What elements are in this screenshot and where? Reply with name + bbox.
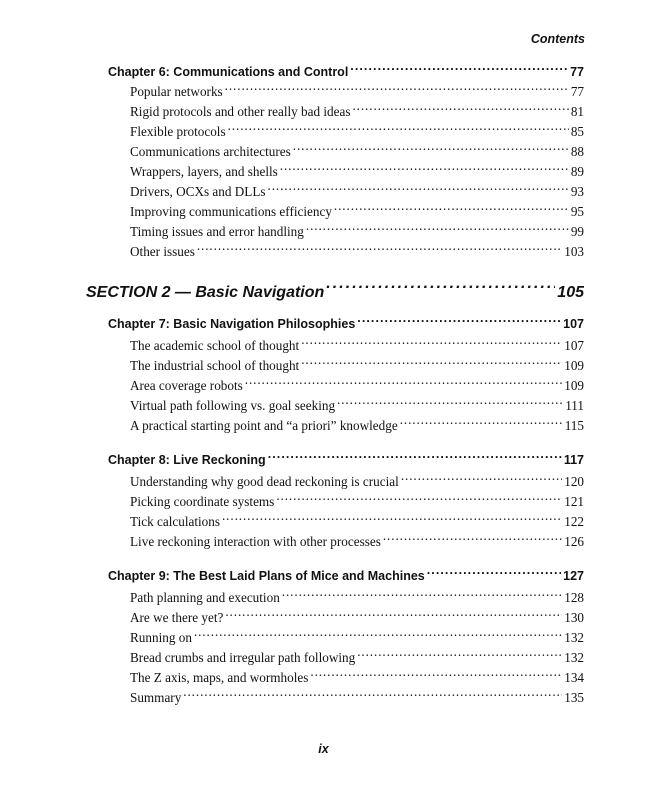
- chapter-title: Chapter 6: Communications and Control: [108, 65, 349, 79]
- dot-leader: [222, 513, 562, 526]
- toc-item[interactable]: [130, 512, 584, 532]
- toc-item[interactable]: [130, 688, 584, 708]
- page-number: 88: [570, 144, 584, 159]
- page-number: 85: [570, 124, 584, 139]
- item-title: Understanding why good dead reckoning is crucial: [130, 474, 399, 489]
- item-title: Rigid protocols and other really bad ideas: [130, 104, 351, 119]
- page-number: 115: [564, 418, 584, 433]
- chapter-title: Chapter 8: Live Reckoning: [108, 453, 266, 467]
- toc-item[interactable]: [130, 82, 584, 102]
- dot-leader: [334, 203, 569, 216]
- dot-leader: [293, 143, 569, 156]
- dot-leader: [194, 629, 562, 642]
- toc-item[interactable]: [130, 588, 584, 608]
- page-number: 99: [570, 224, 584, 239]
- item-title: Live reckoning interaction with other processes: [130, 534, 381, 549]
- page-number: 111: [565, 398, 584, 413]
- page-number: 128: [564, 590, 584, 605]
- item-title: Wrappers, layers, and shells: [130, 164, 278, 179]
- toc-item[interactable]: [130, 396, 584, 416]
- dot-leader: [357, 316, 561, 329]
- dot-leader: [400, 417, 563, 430]
- item-title: The Z axis, maps, and wormholes: [130, 670, 309, 685]
- page-number: 132: [564, 630, 584, 645]
- dot-leader: [268, 452, 562, 465]
- toc-item[interactable]: [130, 648, 584, 668]
- item-title: The industrial school of thought: [130, 358, 300, 373]
- dot-leader: [276, 493, 562, 506]
- item-title: Picking coordinate systems: [130, 494, 275, 509]
- page-number: 77: [570, 84, 584, 99]
- page-number: 126: [564, 534, 584, 549]
- item-title: Flexible protocols: [130, 124, 226, 139]
- section-title: SECTION 2 — Basic Navigation: [86, 284, 325, 301]
- toc-item[interactable]: [130, 336, 584, 356]
- page-number: 135: [564, 690, 584, 705]
- item-title: A practical starting point and “a priori” knowledge: [130, 418, 398, 433]
- toc-section-2[interactable]: [86, 280, 584, 306]
- dot-leader: [301, 357, 562, 370]
- dot-leader: [306, 223, 569, 236]
- dot-leader: [310, 669, 562, 682]
- page-number: 109: [564, 358, 584, 373]
- toc-item[interactable]: [130, 416, 584, 436]
- page-number: 127: [563, 569, 584, 583]
- toc-item[interactable]: [130, 122, 584, 142]
- toc-item[interactable]: [130, 608, 584, 628]
- page-number: 103: [564, 244, 584, 259]
- toc-item[interactable]: [130, 472, 584, 492]
- dot-leader: [268, 183, 569, 196]
- toc-item[interactable]: [130, 668, 584, 688]
- toc-item[interactable]: [130, 182, 584, 202]
- dot-leader: [357, 649, 562, 662]
- toc-item[interactable]: [130, 532, 584, 552]
- page-number: 122: [564, 514, 584, 529]
- dot-leader: [352, 103, 568, 116]
- item-title: Running on: [130, 630, 192, 645]
- dot-leader: [245, 377, 562, 390]
- page-number: 107: [564, 338, 584, 353]
- item-title: Drivers, OCXs and DLLs: [130, 184, 266, 199]
- item-title: Are we there yet?: [130, 610, 224, 625]
- page-folio: ix: [318, 742, 329, 756]
- toc-item[interactable]: [130, 202, 584, 222]
- dot-leader: [427, 568, 561, 581]
- dot-leader: [350, 64, 568, 77]
- toc-item[interactable]: [130, 242, 584, 262]
- item-title: Summary: [130, 690, 182, 705]
- chapter-title: Chapter 9: The Best Laid Plans of Mice and Machines: [108, 569, 425, 583]
- dot-leader: [401, 473, 562, 486]
- item-title: Other issues: [130, 244, 195, 259]
- page-number: 107: [563, 317, 584, 331]
- item-title: Improving communications efficiency: [130, 204, 332, 219]
- item-title: Timing issues and error handling: [130, 224, 304, 239]
- page-number: 120: [564, 474, 584, 489]
- item-title: Bread crumbs and irregular path following: [130, 650, 356, 665]
- dot-leader: [280, 163, 569, 176]
- item-title: The academic school of thought: [130, 338, 300, 353]
- toc-item[interactable]: [130, 222, 584, 242]
- dot-leader: [383, 533, 562, 546]
- toc-item[interactable]: [130, 492, 584, 512]
- running-head: Contents: [530, 32, 585, 46]
- toc-item[interactable]: [130, 628, 584, 648]
- page-number: 130: [564, 610, 584, 625]
- page-number: 77: [570, 65, 584, 79]
- table-of-contents: [0, 62, 647, 708]
- item-title: Virtual path following vs. goal seeking: [130, 398, 336, 413]
- chapter-title: Chapter 7: Basic Navigation Philosophies: [108, 317, 356, 331]
- dot-leader: [228, 123, 569, 136]
- dot-leader: [225, 609, 562, 622]
- toc-item[interactable]: [130, 162, 584, 182]
- page-number: 89: [570, 164, 584, 179]
- toc-item[interactable]: [130, 376, 584, 396]
- item-title: Communications architectures: [130, 144, 291, 159]
- dot-leader: [282, 589, 562, 602]
- item-title: Area coverage robots: [130, 378, 243, 393]
- item-title: Tick calculations: [130, 514, 220, 529]
- dot-leader: [197, 243, 562, 256]
- page-number: 109: [564, 378, 584, 393]
- toc-item[interactable]: [130, 102, 584, 122]
- toc-chapter-6[interactable]: [108, 62, 584, 82]
- item-title: Path planning and execution: [130, 590, 280, 605]
- page-number: 121: [564, 494, 584, 509]
- dot-leader: [225, 83, 569, 96]
- page-number: 117: [563, 453, 584, 467]
- dot-leader: [326, 281, 555, 297]
- dot-leader: [301, 337, 562, 350]
- dot-leader: [337, 397, 563, 410]
- page-number: 105: [557, 284, 584, 301]
- toc-item[interactable]: [130, 142, 584, 162]
- toc-item[interactable]: [130, 356, 584, 376]
- page-number: 134: [564, 670, 584, 685]
- item-title: Popular networks: [130, 84, 223, 99]
- toc-chapter-7[interactable]: [108, 314, 584, 334]
- page-number: 81: [570, 104, 584, 119]
- toc-chapter-9[interactable]: [108, 566, 584, 586]
- page-number: 132: [564, 650, 584, 665]
- page-number: 95: [570, 204, 584, 219]
- page-number: 93: [570, 184, 584, 199]
- toc-chapter-8[interactable]: [108, 450, 584, 470]
- dot-leader: [183, 689, 562, 702]
